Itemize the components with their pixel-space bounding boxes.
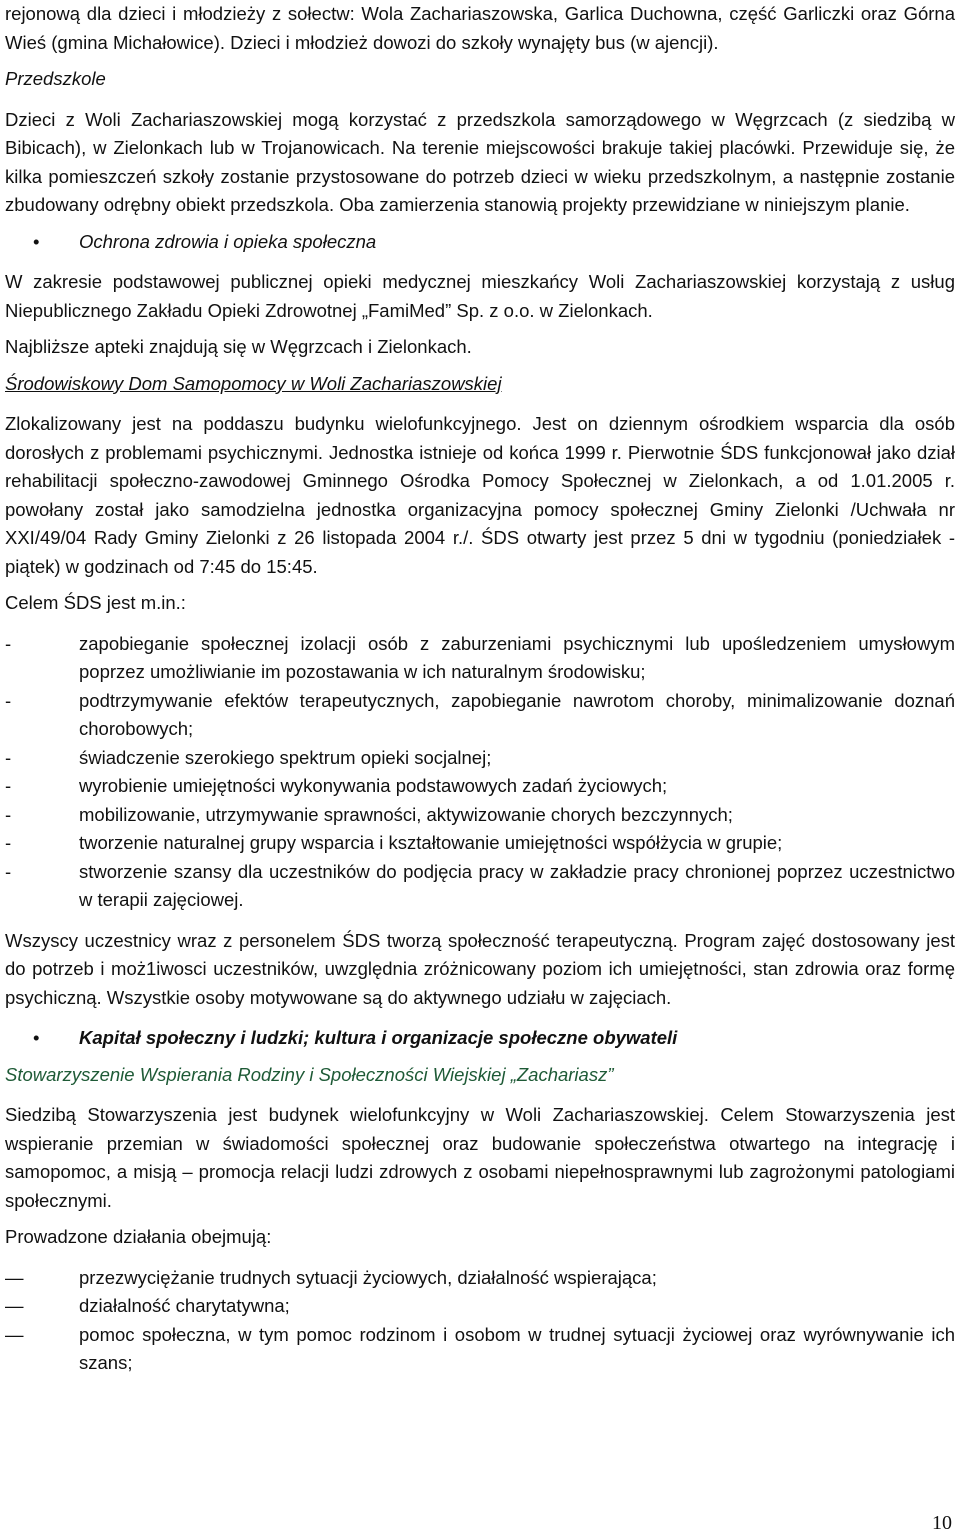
association-paragraph: Siedzibą Stowarzyszenia jest budynek wielofunkcyjny w Woli Zachariaszowskiej. Celem Stowarzyszenia jest wspieranie przemian w świadomości społecznej oraz budowanie społeczeństwa otwartego na integrację i samopomoc, a misją – promocja relacji ludzi zdrowych z osobami niepełnosprawnymi lub zagrożonymi patologiami społecznymi. [5,1104,955,1211]
health-section-heading [5,228,955,257]
list-marker: — [5,1266,24,1288]
list-item-text: mobilizowanie, utrzymywanie sprawności, aktywizowanie chorych bezczynnych; [79,803,733,825]
list-item-text: tworzenie naturalnej grupy wsparcia i kształtowanie umiejętności współżycia w grupie; [79,832,783,853]
capital-heading: Kapitał społeczny i ludzki; kultura i organizacje społeczne obywateli [79,1027,678,1048]
list-item-text: podtrzymywanie efektów terapeutycznych, zapobieganie nawrotom choroby, minimalizowanie doznań chorobowych; [79,689,955,739]
list-marker: - [5,775,12,796]
list-item-text: przezwyciężanie trudnych sytuacji życiowych, działalność wspierająca; [79,1266,657,1288]
list-item [5,858,955,915]
list-marker: - [5,746,12,768]
capital-section-heading [5,1024,955,1053]
list-item [5,744,955,773]
pharmacy-paragraph: Najbliższe apteki znajdują się w Węgrzcach i Zielonkach. [5,336,472,357]
list-item [5,829,955,858]
activities-intro: Prowadzone działania obejmują: [5,1226,272,1247]
list-item [5,1321,955,1378]
page-number: 10 [932,1512,952,1534]
preschool-heading: Przedszkole [5,68,106,89]
list-item [5,630,955,687]
list-marker: - [5,632,12,654]
sds-closing-paragraph: Wszyscy uczestnicy wraz z personelem ŚDS tworzą społeczność terapeutyczną. Program zajęć dostosowany jest do potrzeb i moż1iwosci uczestników, uwzględnia zróżnicowany poziom ich umiejętności, stan zdrowia oraz formę psychiczną. Wszystkie osoby motywowane są do aktywnego udziału w zajęciach. [5,929,955,1008]
list-marker: - [5,803,12,825]
list-item [5,772,955,801]
sds-goals-list [5,630,955,915]
bullet-icon: • [33,230,40,252]
preschool-paragraph: Dzieci z Woli Zachariaszowskiej mogą korzystać z przedszkola samorządowego w Węgrzcach (z siedzibą w Bibicach), w Zielonkach lub w Trojanowicach. Na terenie miejscowości brakuje takiej placówki. Przewiduje się, że kilka pomieszczeń szkoły zostanie przystosowane do potrzeb dzieci w wieku przedszkolnym, a następnie zostanie zbudowany odrębny obiekt przedszkola. Oba zamierzenia stanowią projekty przewidziane w niniejszym planie. [5,108,955,215]
list-marker: - [5,689,12,711]
list-marker: - [5,860,12,882]
list-item-text: pomoc społeczna, w tym pomoc rodzinom i osobom w trudnej sytuacji życiowej oraz wyrównywanie ich szans; [79,1323,955,1373]
list-marker: - [5,832,12,853]
sds-goals-intro: Celem ŚDS jest m.in.: [5,592,186,613]
list-item-text: świadczenie szerokiego spektrum opieki socjalnej; [79,746,492,768]
document-page [5,0,955,1378]
intro-paragraph: rejonową dla dzieci i młodzieży z sołectw: Wola Zachariaszowska, Garlica Duchowna, część Garliczki oraz Górna Wieś (gmina Michałowice). Dzieci i młodzież dowozi do szkoły wynajęty bus (w ajencji). [5,3,955,53]
list-item [5,687,955,744]
list-item [5,1264,955,1293]
activities-list [5,1264,955,1378]
list-item-text: stworzenie szansy dla uczestników do podjęcia pracy w zakładzie pracy chronionej poprzez uczestnictwo w terapii zajęciowej. [79,860,955,910]
list-marker: — [5,1295,24,1316]
list-item [5,801,955,830]
bullet-icon: • [33,1027,40,1048]
sds-heading: Środowiskowy Dom Samopomocy w Woli Zachariaszowskiej [5,372,502,394]
health-paragraph: W zakresie podstawowej publicznej opieki medycznej mieszkańcy Woli Zachariaszowskiej korzystają z usług Niepublicznego Zakładu Opieki Zdrowotnej „FamiMed” Sp. z o.o. w Zielonkach. [5,271,955,321]
list-marker: — [5,1323,24,1345]
sds-paragraph: Zlokalizowany jest na poddaszu budynku wielofunkcyjnego. Jest on dziennym ośrodkiem wsparcia dla osób dorosłych z problemami psychicznymi. Jednostka istnieje od końca 1999 r. Pierwotnie ŚDS funkcjonował jako dział rehabilitacji społeczno-zawodowej Gminnego Ośrodka Pomocy Społecznej w Zielonkach, a od 1.01.2005 r. powołany został jako samodzielna jednostka organizacyjna pomocy społecznej Gminy Zielonki /Uchwała nr XXI/49/04 Rady Gminy Zielonki z 26 listopada 2004 r./. ŚDS otwarty jest przez 5 dni w tygodniu (poniedziałek - piątek) w godzinach od 7:45 do 15:45. [5,413,955,577]
list-item-text: działalność charytatywna; [79,1295,290,1316]
list-item-text: wyrobienie umiejętności wykonywania podstawowych zadań życiowych; [79,775,668,796]
list-item [5,1292,955,1321]
list-item-text: zapobieganie społecznej izolacji osób z zaburzeniami psychicznymi lub upośledzeniem umysłowym poprzez umożliwianie im pozostawania w ich naturalnym środowisku; [79,632,955,682]
association-heading: Stowarzyszenie Wspierania Rodziny i Społeczności Wiejskiej „Zachariasz” [5,1063,614,1085]
health-heading: Ochrona zdrowia i opieka społeczna [79,230,377,252]
